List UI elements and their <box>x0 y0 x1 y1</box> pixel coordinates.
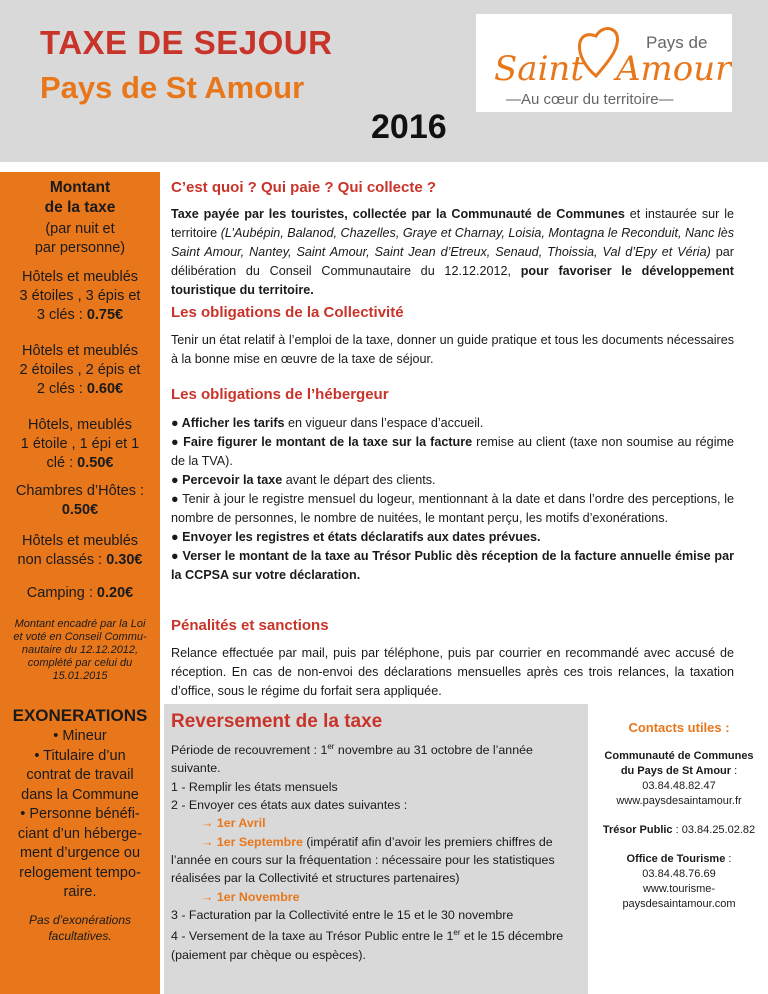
exonerations-note: Pas d’exonérations facultatives. <box>28 913 132 943</box>
montant-title: Montant de la taxe <box>44 179 116 216</box>
year-label: 2016 <box>371 108 447 146</box>
reversement-title: Reversement de la taxe <box>171 711 383 732</box>
section-title-what: C’est quoi ? Qui paie ? Qui collecte ? <box>171 179 437 196</box>
rates-sidebar <box>0 172 160 994</box>
section-body-hebergeur <box>171 414 734 585</box>
rate-item: Hôtels et meublés 3 étoiles , 3 épis et 3 clés : 0.75€ <box>19 269 141 323</box>
rate-item: Hôtels et meublés 2 étoiles , 2 épis et 2 clés : 0.60€ <box>19 343 141 397</box>
contact-communaute: Communauté de Communes du Pays de St Amour : 03.84.48.82.47 www.paysdesaintamour.fr <box>604 750 754 807</box>
contacts-panel <box>592 720 766 926</box>
section-title-collectivite: Les obligations de la Collectivité <box>171 304 404 321</box>
list-item: ● Afficher les tarifs en vigueur dans l’espace d’accueil. <box>171 416 484 430</box>
logo <box>476 14 732 112</box>
rate-item: Hôtels, meublés 1 étoile , 1 épi et 1 clé : 0.50€ <box>20 417 140 471</box>
svg-text:Saint: Saint <box>494 49 584 89</box>
heart-logo-icon <box>476 14 732 112</box>
list-item: ● Envoyer les registres et états déclaratifs aux dates prévues. <box>171 530 541 544</box>
contact-tresor: Trésor Public : 03.84.25.02.82 <box>602 824 756 836</box>
list-item: ● Verser le montant de la taxe au Trésor Public dès réception de la facture annuelle émise par la CCPSA sur votre déclaration. <box>171 549 734 582</box>
list-item: ● Tenir à jour le registre mensuel du logeur, mentionnant à la date et dans l’ordre des perceptions, le nombre de personnes, le nombre de nuitées, le montant perçu, les motifs d’exonérations. <box>171 492 734 525</box>
legal-note: Montant encadré par la Loi et voté en Conseil Commu- nautaire du 12.12.2012, complété par celui du 15.01.2015 <box>13 618 147 682</box>
page-title: TAXE DE SEJOUR <box>40 24 333 61</box>
rate-item: Hôtels et meublés non classés : 0.30€ <box>17 533 143 568</box>
svg-text:Pays de: Pays de <box>646 33 708 52</box>
svg-text:—Au cœur du territoire—: —Au cœur du territoire— <box>506 91 674 108</box>
exonerations-title: EXONERATIONS <box>12 706 148 725</box>
section-body-collectivite: Tenir un état relatif à l’emploi de la taxe, donner un guide pratique et tous les documents nécessaires à la bonne mise en œuvre de la taxe de séjour. <box>171 333 734 366</box>
reversement-body: Période de recouvrement : 1er novembre au 31 octobre de l’année suivante. 1 - Remplir les états mensuels 2 - Envoyer ces états aux dates suivantes : → 1er Avril → 1er Septembre (impératif afin d’avoir les premiers chiffres de l’année en cours sur la fréquentation : nécessaire pour les statistiques réalisées par la Collectivité et structures partenaires) → 1er Novembre 3 - Facturation par la Collectivité entre le 15 et le 30 novembre 4 - Versement de la taxe au Trésor Public entre le 1er et le 15 décembre (paiement par chèque ou espèces). <box>171 742 564 962</box>
section-title-penalites: Pénalités et sanctions <box>171 617 329 634</box>
section-title-hebergeur: Les obligations de l’hébergeur <box>171 386 389 403</box>
section-body-penalites: Relance effectuée par mail, puis par téléphone, puis par courrier en recommandé avec accusé de réception. En cas de non-envoi des déclarations mensuelles après ces trois relances, la taxation d’office, sous le régime du forfait sera appliquée. <box>171 646 734 698</box>
svg-text:Amour: Amour <box>616 49 732 89</box>
list-item: ● Percevoir la taxe avant le départ des clients. <box>171 473 436 487</box>
page-subtitle: Pays de St Amour <box>40 70 305 105</box>
section-body-what: Taxe payée par les touristes, collectée par la Communauté de Communes et instaurée sur le territoire (L’Aubépin, Balanod, Chazelles, Graye et Charnay, Loisia, Montagna le Reconduit, Nanc lès Saint Amour, Nantey, Saint Amour, Saint Jean d’Etreux, Senaud, Thoissia, Val d’Epy et Véria) par délibération du Conseil Communautaire du 12.12.2012, pour favoriser le développement touristique du territoire. <box>171 207 735 297</box>
list-item: ● Faire figurer le montant de la taxe sur la facture remise au client (taxe non soumise au régime de la TVA). <box>171 435 734 468</box>
montant-subtitle: (par nuit et par personne) <box>34 221 126 256</box>
rate-item: Camping : 0.20€ <box>26 585 134 601</box>
contacts-title: Contacts utiles : <box>628 720 730 735</box>
contact-office-tourisme: Office de Tourisme : 03.84.48.76.69 www.tourisme- paysdesaintamour.com <box>622 853 736 910</box>
rate-item: Chambres d’Hôtes : 0.50€ <box>15 483 145 518</box>
exonerations-list: • Mineur • Titulaire d’un contrat de travail dans la Commune • Personne bénéfi- ciant d’un héberge- ment d’urgence ou relogement tempo- raire. <box>17 728 143 900</box>
